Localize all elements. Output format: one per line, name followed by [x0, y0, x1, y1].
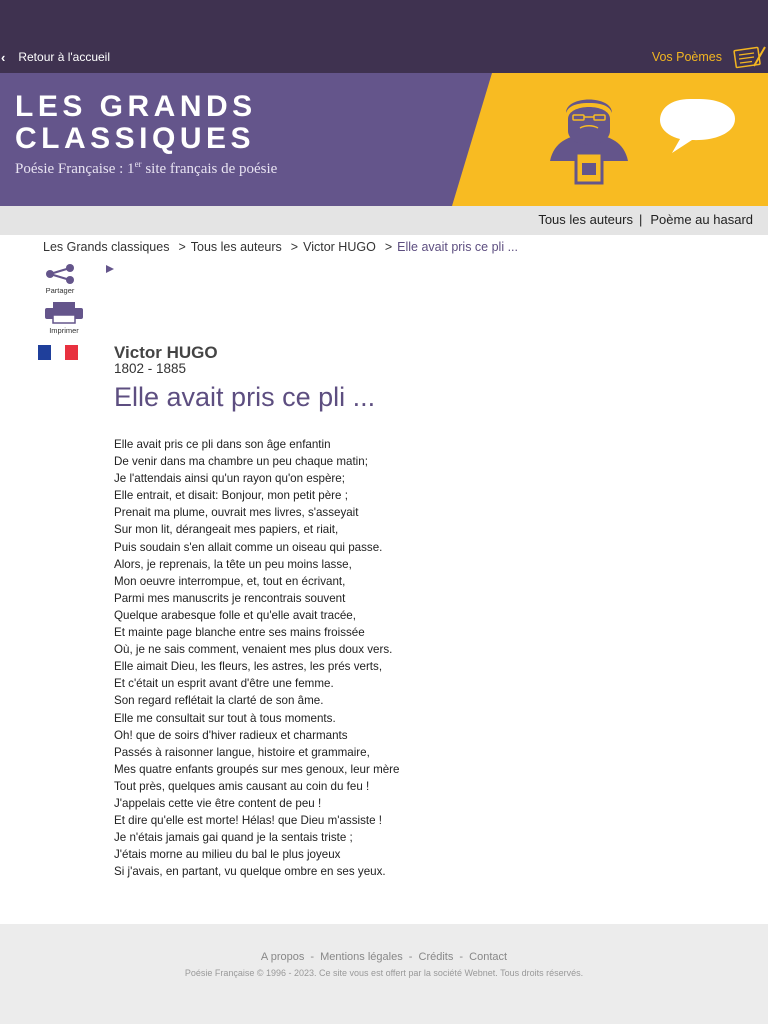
- breadcrumb-separator: >: [178, 240, 186, 254]
- poem-line: Si j'avais, en partant, vu quelque ombre en ses yeux.: [114, 865, 386, 879]
- nav-bar: [0, 206, 768, 235]
- footer-separator: -: [408, 951, 413, 963]
- poem-line: Je l'attendais ainsi qu'un rayon qu'on espère;: [114, 472, 345, 486]
- poet-bust-logo: [540, 91, 750, 191]
- poem-line: Quelque arabesque folle et qu'elle avait tracée,: [114, 608, 356, 622]
- nav-random-poem-link[interactable]: Poème au hasard: [650, 212, 753, 227]
- footer-contact-link[interactable]: Contact: [469, 951, 508, 963]
- poem-line: Elle me consultait sur tout à tous moments.: [114, 711, 336, 725]
- poem-line: Prenait ma plume, ouvrait mes livres, s'asseyait: [114, 506, 359, 520]
- poem-line: Passés à raisonner langue, histoire et grammaire,: [114, 745, 370, 759]
- chevron-left-icon: ‹: [1, 49, 6, 65]
- poem-line: J'appelais cette vie être content de peu !: [114, 796, 322, 810]
- site-subtitle: [15, 159, 395, 177]
- vos-poemes-link[interactable]: [652, 44, 768, 70]
- back-to-home-link[interactable]: [0, 48, 110, 66]
- footer-about-link[interactable]: A propos: [260, 951, 305, 963]
- site-title-line2: CLASSIQUES: [15, 122, 256, 155]
- flag-red-stripe: [65, 345, 78, 360]
- print-label: Imprimer: [49, 326, 79, 335]
- poem-line: Tout près, quelques amis causant au coin du feu !: [114, 779, 370, 793]
- flag-white-stripe: [51, 345, 64, 360]
- breadcrumb-home[interactable]: Les Grands classiques: [43, 240, 170, 254]
- poem-line: Et c'était un esprit avant d'être une femme.: [114, 677, 334, 691]
- poem-title: Elle avait pris ce pli ...: [114, 382, 376, 412]
- footer-credits-link[interactable]: Crédits: [418, 951, 454, 963]
- poem-line: Oh! que de soirs d'hiver radieux et charmants: [114, 728, 348, 742]
- share-button[interactable]: [38, 264, 82, 295]
- author-dates: 1802 - 1885: [114, 361, 187, 376]
- french-flag-icon: [38, 345, 78, 360]
- poem-line: J'étais morne au milieu du bal le plus joyeux: [114, 848, 341, 862]
- poem-line: Où, je ne sais comment, venaient mes plus doux vers.: [114, 643, 393, 657]
- site-subtitle-suffix: site français de poésie: [141, 161, 278, 177]
- breadcrumb-authors[interactable]: Tous les auteurs: [190, 240, 282, 254]
- poem-line: Et mainte page blanche entre ses mains froissée: [114, 626, 365, 640]
- author-name[interactable]: Victor HUGO: [114, 343, 218, 362]
- poem-line: Puis soudain s'en allait comme un oiseau qui passe.: [114, 540, 383, 554]
- footer: [0, 924, 768, 1024]
- poem-line: Sur mon lit, dérangeait mes papiers, et riait,: [114, 523, 339, 537]
- poem-line: Je n'étais jamais gai quand je la sentais triste ;: [114, 831, 353, 845]
- breadcrumb-separator: >: [290, 240, 299, 254]
- nav-links: [538, 212, 753, 227]
- vos-poemes-label: Vos Poèmes: [651, 50, 722, 64]
- poem-line: Et dire qu'elle est morte! Hélas! que Dieu m'assiste !: [114, 814, 382, 828]
- print-button[interactable]: [38, 302, 90, 335]
- poem-line: Elle entrait, et disait: Bonjour, mon petit père ;: [114, 489, 348, 503]
- poem-line: De venir dans ma chambre un peu chaque matin;: [114, 455, 368, 469]
- flag-blue-stripe: [38, 345, 51, 360]
- footer-links: [0, 951, 768, 963]
- footer-separator: -: [459, 951, 464, 963]
- printer-icon: [41, 302, 87, 324]
- breadcrumb-separator: >: [384, 240, 393, 254]
- poem-line: Mes quatre enfants groupés sur mes genoux, leur mère: [114, 762, 400, 776]
- site-subtitle-sup: er: [134, 159, 142, 169]
- play-icon[interactable]: [106, 265, 114, 273]
- share-label: Partager: [45, 286, 75, 295]
- breadcrumb: [43, 240, 518, 254]
- site-title[interactable]: [15, 91, 435, 155]
- top-bar: [0, 0, 768, 73]
- notepad-pen-icon: [732, 44, 766, 70]
- footer-copyright: Poésie Française © 1996 - 2023. Ce site vous est offert par la société Webnet. Tous droits réservés.: [184, 968, 584, 978]
- nav-separator: |: [638, 212, 643, 227]
- poem-line: Elle avait pris ce pli dans son âge enfantin: [114, 438, 331, 451]
- site-banner: [0, 73, 768, 206]
- breadcrumb-author[interactable]: Victor HUGO: [303, 240, 376, 254]
- site-title-line1: LES GRANDS: [15, 90, 257, 123]
- share-icon: [42, 264, 78, 284]
- nav-all-authors-link[interactable]: Tous les auteurs: [538, 212, 633, 227]
- poem-line: Son regard reflétait la clarté de son âme.: [114, 694, 324, 708]
- site-subtitle-prefix: Poésie Française : 1: [15, 161, 135, 177]
- poem-line: Alors, je reprenais, la tête un peu moins lasse,: [114, 557, 352, 571]
- footer-legal-link[interactable]: Mentions légales: [320, 951, 403, 963]
- poem-line: Mon oeuvre interrompue, et, tout en écrivant,: [114, 574, 346, 588]
- poem-line: Parmi mes manuscrits je rencontrais souvent: [114, 591, 346, 605]
- back-to-home-label: Retour à l'accueil: [18, 50, 111, 64]
- breadcrumb-current: Elle avait pris ce pli ...: [397, 240, 519, 254]
- footer-separator: -: [310, 951, 315, 963]
- poem-text: [114, 436, 400, 880]
- poem-line: Elle aimait Dieu, les fleurs, les astres, les prés verts,: [114, 660, 383, 674]
